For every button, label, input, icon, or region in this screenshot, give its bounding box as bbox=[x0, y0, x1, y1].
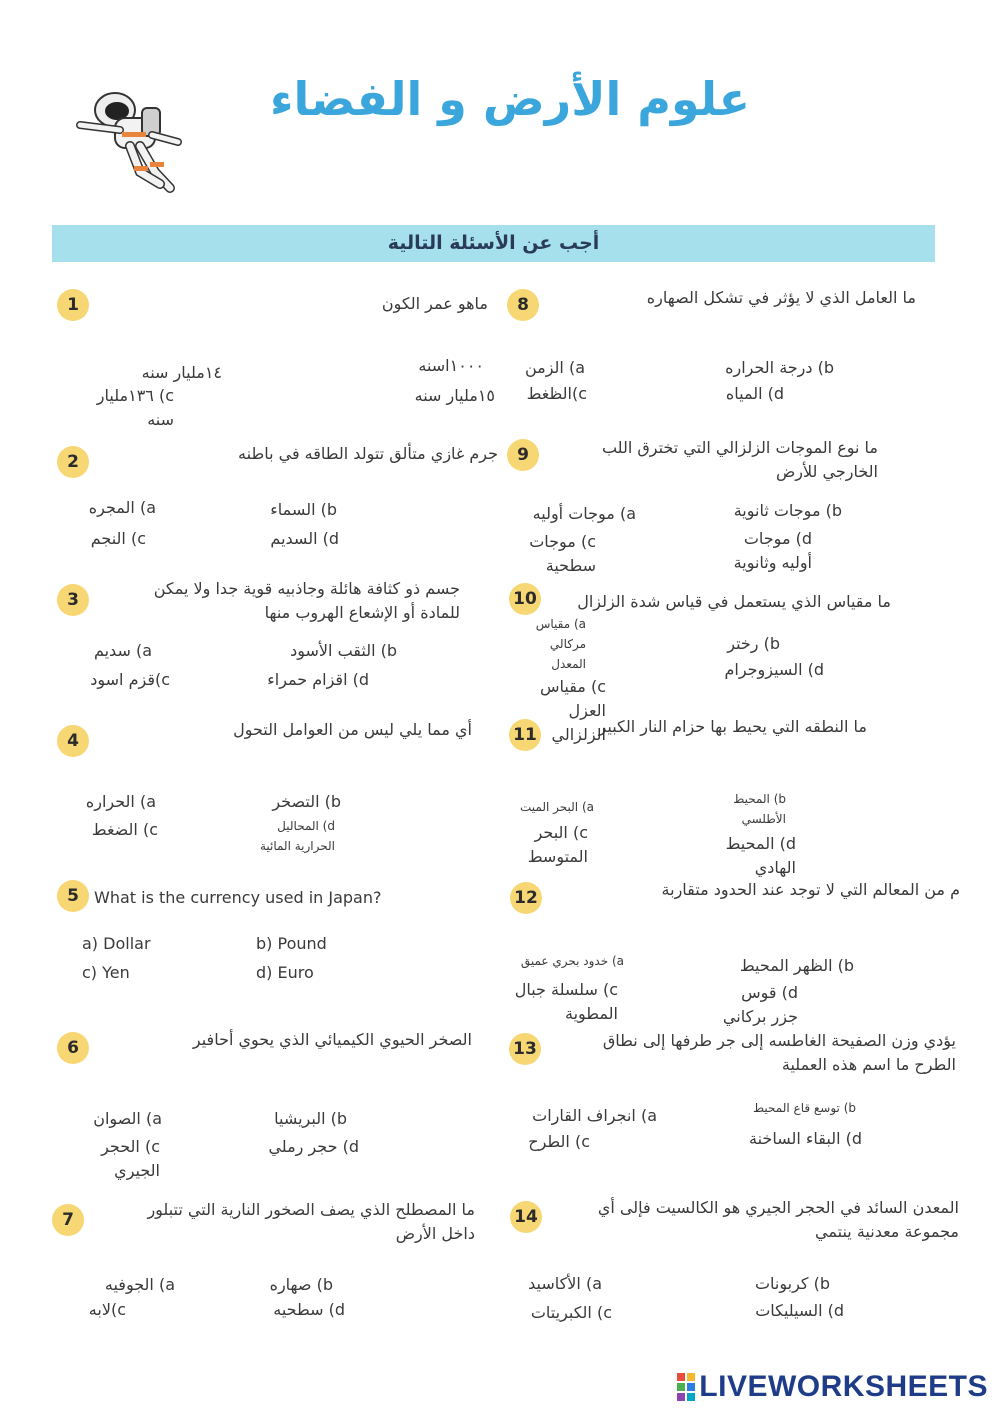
astronaut-illustration bbox=[70, 80, 200, 195]
option-b[interactable]: b) التصخر bbox=[272, 792, 341, 811]
option-c[interactable]: c) الكبريتات bbox=[530, 1303, 612, 1322]
question-text: ما نوع الموجات الزلزالي التي تخترق اللب الخارجي للأرض bbox=[601, 438, 878, 481]
question-number-badge: 14 bbox=[510, 1201, 542, 1233]
option-d[interactable]: d) المحاليل الحرارية المائية bbox=[259, 819, 335, 853]
brand-name: LIVEWORKSHEETS bbox=[699, 1370, 988, 1403]
option-b[interactable]: b) صهاره bbox=[269, 1275, 333, 1294]
option-a[interactable]: a) انجراف القارات bbox=[532, 1106, 657, 1125]
option-c[interactable]: c) الضغط bbox=[91, 820, 158, 839]
option-d[interactable]: d) السيليكات bbox=[755, 1301, 844, 1320]
option-c[interactable]: c) سلسلة جبال المطوية bbox=[514, 980, 618, 1023]
option-b[interactable]: b) موجات ثانوية bbox=[733, 501, 842, 520]
question-number-badge: 1 bbox=[57, 289, 89, 321]
option-c[interactable]: c) Yen bbox=[82, 963, 130, 982]
option-a[interactable]: a) مقياس مركالي المعدل bbox=[535, 617, 586, 671]
option-b[interactable]: ١٤مليار سنه bbox=[141, 363, 222, 382]
option-a[interactable]: ١٠٠٠اسنه bbox=[418, 356, 484, 375]
question-number-badge: 2 bbox=[57, 446, 89, 478]
option-b[interactable]: b) المحيط الأطلسي bbox=[733, 792, 786, 826]
option-c[interactable]: c) البحر المتوسط bbox=[527, 823, 588, 866]
question-number-badge: 6 bbox=[57, 1032, 89, 1064]
option-d[interactable]: d) المياه bbox=[725, 384, 784, 403]
question-number-badge: 12 bbox=[510, 882, 542, 914]
question-text: م من المعالم التي لا توجد عند الحدود متقاربة bbox=[661, 880, 960, 899]
option-c[interactable]: c) مقياس العزل الزلزالي bbox=[539, 677, 606, 744]
option-b[interactable]: b) توسع قاع المحيط bbox=[753, 1101, 856, 1115]
option-d[interactable]: d) السديم bbox=[270, 529, 339, 548]
option-a[interactable]: a) الحراره bbox=[85, 792, 156, 811]
page-title: علوم الأرض و الفضاء bbox=[269, 72, 751, 126]
question-text: المعدن السائد في الحجر الجيري هو الكالسيت فإلى أي مجموعة معدنية ينتمي bbox=[597, 1198, 959, 1241]
option-a[interactable]: a) الزمن bbox=[524, 358, 585, 377]
option-d[interactable]: ١٥مليار سنه bbox=[414, 386, 495, 405]
question-number-badge: 5 bbox=[57, 880, 89, 912]
option-a[interactable]: a) Dollar bbox=[82, 934, 151, 953]
option-c[interactable]: c) الطرح bbox=[528, 1132, 590, 1151]
option-a[interactable]: a) موجات أوليه bbox=[532, 504, 636, 523]
option-d[interactable]: d) Euro bbox=[256, 963, 314, 982]
option-a[interactable]: a) البحر الميت bbox=[520, 800, 594, 814]
option-c[interactable]: c) النجم bbox=[90, 529, 146, 548]
option-d[interactable]: d) السيزوجرام bbox=[724, 660, 824, 679]
question-text: ما مقياس الذي يستعمل في قياس شدة الزلزال bbox=[577, 592, 891, 611]
option-b[interactable]: b) البريشيا bbox=[274, 1109, 347, 1128]
question-text: جرم غازي متألق تتولد الطاقه في باطنه bbox=[238, 444, 498, 463]
option-b[interactable]: b) الثقب الأسود bbox=[290, 641, 397, 660]
option-b[interactable]: b) كربونات bbox=[754, 1274, 830, 1293]
option-d[interactable]: d) سطحيه bbox=[273, 1300, 345, 1319]
logo-grid-icon bbox=[677, 1373, 695, 1401]
option-a[interactable]: a) المجره bbox=[88, 498, 156, 517]
question-text: أي مما يلي ليس من العوامل التحول bbox=[233, 720, 472, 739]
option-c[interactable]: c)الظغط bbox=[526, 384, 587, 403]
option-a[interactable]: a) سديم bbox=[93, 641, 152, 660]
question-text: يؤدي وزن الصفيحة الغاطسه إلى جر طرفها إلى نطاق الطرح ما اسم هذه العملية bbox=[602, 1031, 956, 1074]
option-c[interactable]: c)لابه bbox=[88, 1300, 126, 1319]
option-d[interactable]: d) حجر رملي bbox=[268, 1137, 359, 1156]
question-number-badge: 13 bbox=[509, 1033, 541, 1065]
option-b[interactable]: b) Pound bbox=[256, 934, 327, 953]
option-b[interactable]: b) رختر bbox=[727, 634, 780, 653]
question-number-badge: 10 bbox=[509, 583, 541, 615]
option-d[interactable]: d) موجات أوليه وثانوية bbox=[733, 529, 812, 572]
option-c[interactable]: c) موجات سطحية bbox=[529, 532, 596, 575]
option-b[interactable]: b) درجة الحراره bbox=[725, 358, 834, 377]
question-number-badge: 11 bbox=[509, 719, 541, 751]
question-text: جسم ذو كثافة هائلة وجاذبيه قوية جدا ولا يمكن للمادة أو الإشعاع الهروب منها bbox=[153, 579, 460, 622]
question-number-badge: 7 bbox=[52, 1204, 84, 1236]
option-a[interactable]: a) خدود بحري عميق bbox=[520, 954, 624, 968]
question-text: ما النطقه التي يحيط بها حزام النار الكبير bbox=[598, 717, 867, 736]
option-c[interactable]: c) الحجر الجيري bbox=[101, 1137, 160, 1180]
question-text: ماهو عمر الكون bbox=[381, 294, 488, 313]
option-d[interactable]: d) قوس جزر بركاني bbox=[722, 983, 798, 1026]
option-b[interactable]: b) السماء bbox=[270, 500, 337, 519]
option-d[interactable]: d) البقاء الساخنة bbox=[749, 1129, 862, 1148]
option-d[interactable]: d) المحيط الهادي bbox=[725, 834, 796, 877]
option-b[interactable]: b) الظهر المحيط bbox=[739, 956, 854, 975]
option-a[interactable]: a) الجوفيه bbox=[104, 1275, 175, 1294]
option-c[interactable]: c) ١٣٦مليار سنه bbox=[96, 386, 174, 429]
question-text: ما المصطلح الذي يصف الصخور النارية التي تتبلور داخل الأرض bbox=[147, 1200, 475, 1243]
section-title-bar: أجب عن الأسئلة التالية bbox=[52, 225, 935, 262]
option-a[interactable]: a) الأكاسيد bbox=[528, 1274, 602, 1293]
option-a[interactable]: a) الصوان bbox=[93, 1109, 162, 1128]
question-text: What is the currency used in Japan? bbox=[94, 888, 382, 907]
question-number-badge: 9 bbox=[507, 439, 539, 471]
option-c[interactable]: c)قزم اسود bbox=[90, 670, 170, 689]
question-text: ما العامل الذي لا يؤثر في تشكل الصهاره bbox=[646, 288, 916, 307]
question-number-badge: 4 bbox=[57, 725, 89, 757]
option-d[interactable]: d) اقزام حمراء bbox=[267, 670, 369, 689]
question-number-badge: 3 bbox=[57, 584, 89, 616]
question-text: الصخر الحيوي الكيميائي الذي يحوي أحافير bbox=[192, 1030, 472, 1049]
liveworksheets-logo bbox=[677, 1370, 988, 1404]
question-number-badge: 8 bbox=[507, 289, 539, 321]
